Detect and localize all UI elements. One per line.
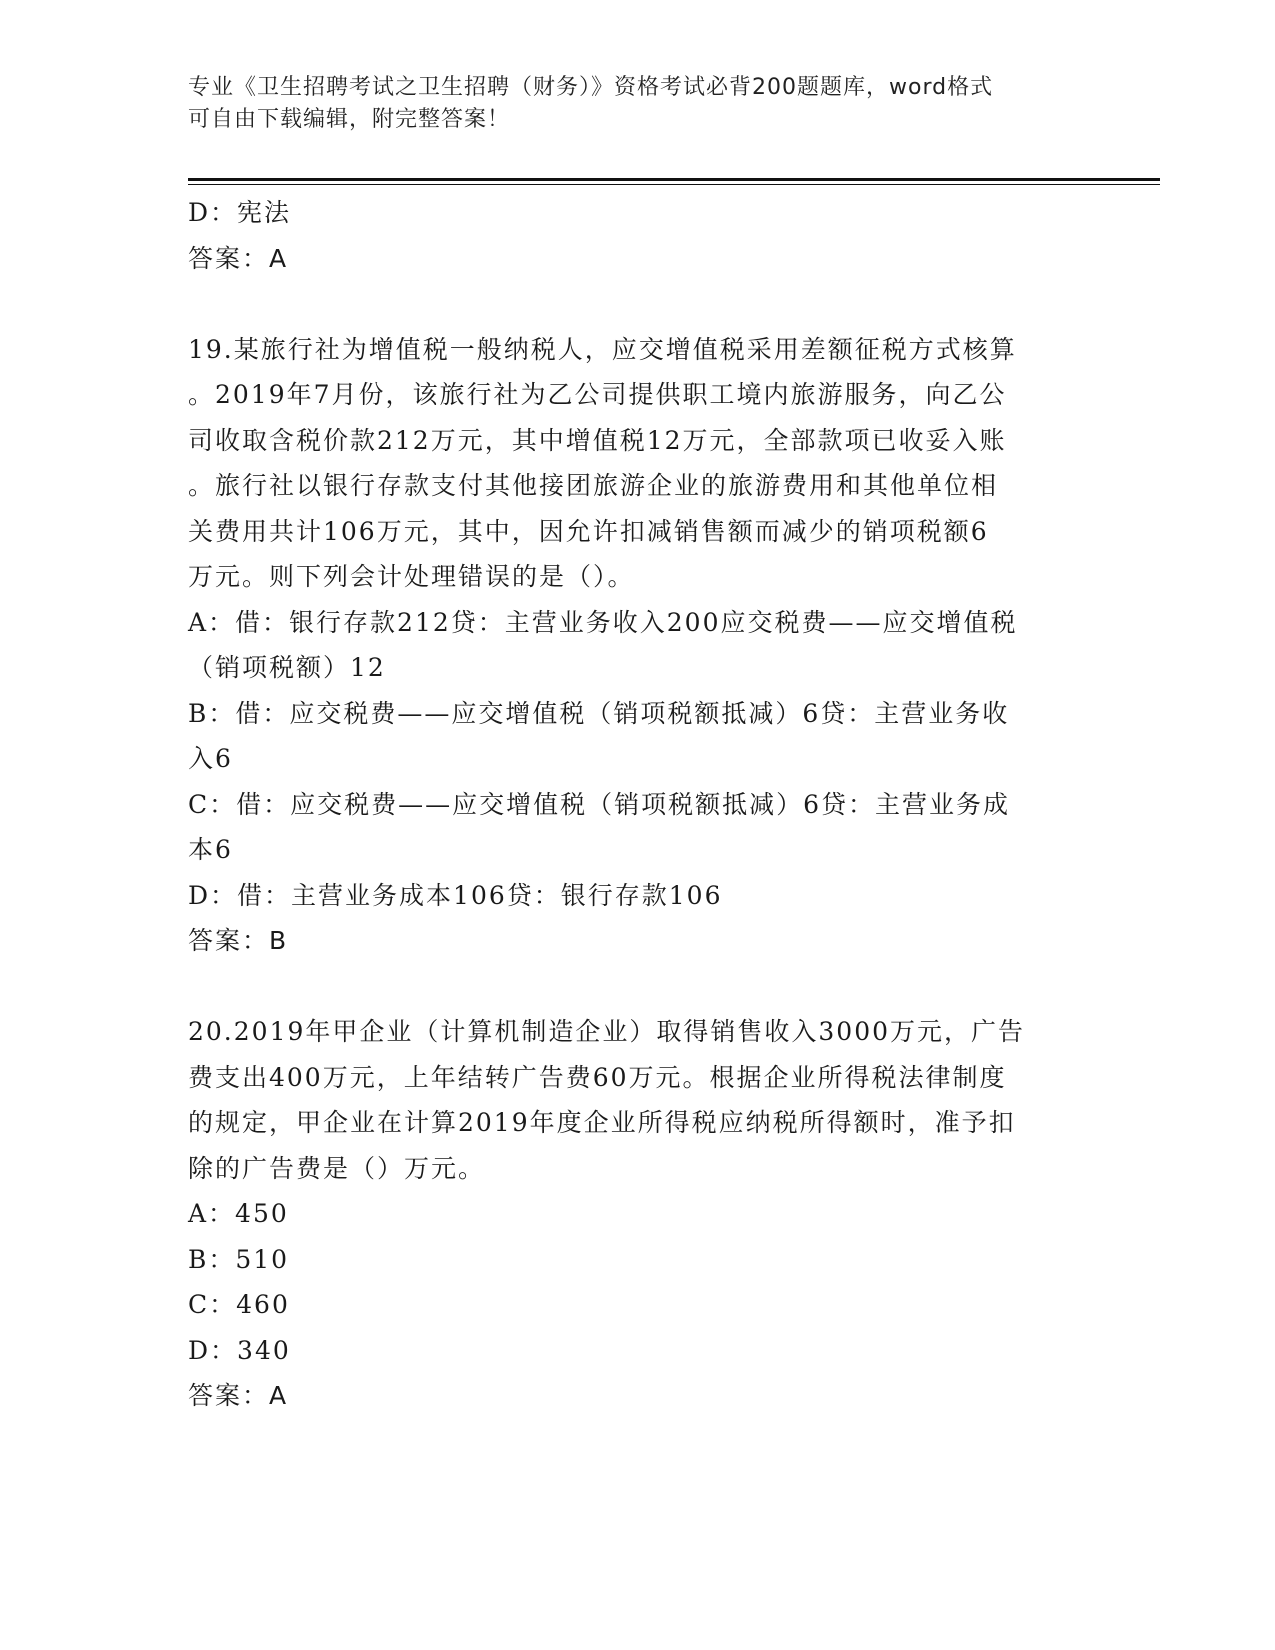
spacer	[188, 281, 1078, 327]
prev-option-d: D：宪法	[188, 198, 292, 227]
q19-stem-line: 。旅行社以银行存款支付其他接团旅游企业的旅游费用和其他单位相	[188, 471, 999, 500]
q20-option-d: D：340	[188, 1335, 291, 1365]
q19-stem-line: 司收取含税价款212万元，其中增值税12万元，全部款项已收妥入账	[188, 425, 1007, 455]
q19-option-c: C：借：应交税费——应交增值税（销项税额抵减）6贷：主营业务成	[188, 789, 1011, 819]
q20-stem-line: 20.2019年甲企业（计算机制造企业）取得销售收入3000万元，广告	[188, 1017, 1026, 1046]
header-line-2: 可自由下载编辑，附完整答案！	[188, 107, 511, 132]
q20-answer: 答案：A	[188, 1381, 289, 1410]
q19-option-c-cont: 本6	[188, 835, 233, 864]
q19-option-b: B：借：应交税费——应交增值税（销项税额抵减）6贷：主营业务收	[188, 698, 1010, 728]
q20-option-a: A：450	[188, 1199, 289, 1228]
document-body	[188, 190, 1078, 1419]
q20-stem-line: 除的广告费是（）万元。	[188, 1153, 486, 1183]
q19-answer: 答案：B	[188, 926, 289, 955]
q20-stem-line: 的规定，甲企业在计算2019年度企业所得税应纳税所得额时，准予扣	[188, 1108, 1016, 1137]
question-19	[188, 327, 1078, 964]
q19-option-a: A：借：银行存款212贷：主营业务收入200应交税费——应交增值税	[188, 607, 1018, 637]
q19-option-d: D：借：主营业务成本106贷：银行存款106	[188, 880, 723, 910]
header-rule-thick	[188, 178, 1160, 181]
q19-stem-line: 。2019年7月份，该旅行社为乙公司提供职工境内旅游服务，向乙公	[188, 380, 1007, 409]
q19-option-b-cont: 入6	[188, 744, 233, 773]
header-line-1: 专业《卫生招聘考试之卫生招聘（财务）》资格考试必背200题题库，word格式	[188, 75, 994, 100]
q20-stem-line: 费支出400万元，上年结转广告费60万元。根据企业所得税法律制度	[188, 1062, 1007, 1092]
header-rule-thin	[188, 184, 1160, 185]
q19-option-a-cont: （销项税额）12	[188, 653, 386, 682]
q20-option-c: C：460	[188, 1290, 290, 1319]
q20-option-b: B：510	[188, 1244, 290, 1274]
q19-stem-line: 万元。则下列会计处理错误的是（）。	[188, 562, 635, 591]
q19-stem-line: 19.某旅行社为增值税一般纳税人，应交增值税采用差额征税方式核算	[188, 334, 1017, 364]
q19-stem-line: 关费用共计106万元，其中，因允许扣减销售额而减少的销项税额6	[188, 516, 989, 546]
prev-answer: 答案：A	[188, 243, 289, 273]
document-header	[188, 72, 1088, 136]
question-20	[188, 1009, 1078, 1419]
spacer	[188, 964, 1078, 1010]
